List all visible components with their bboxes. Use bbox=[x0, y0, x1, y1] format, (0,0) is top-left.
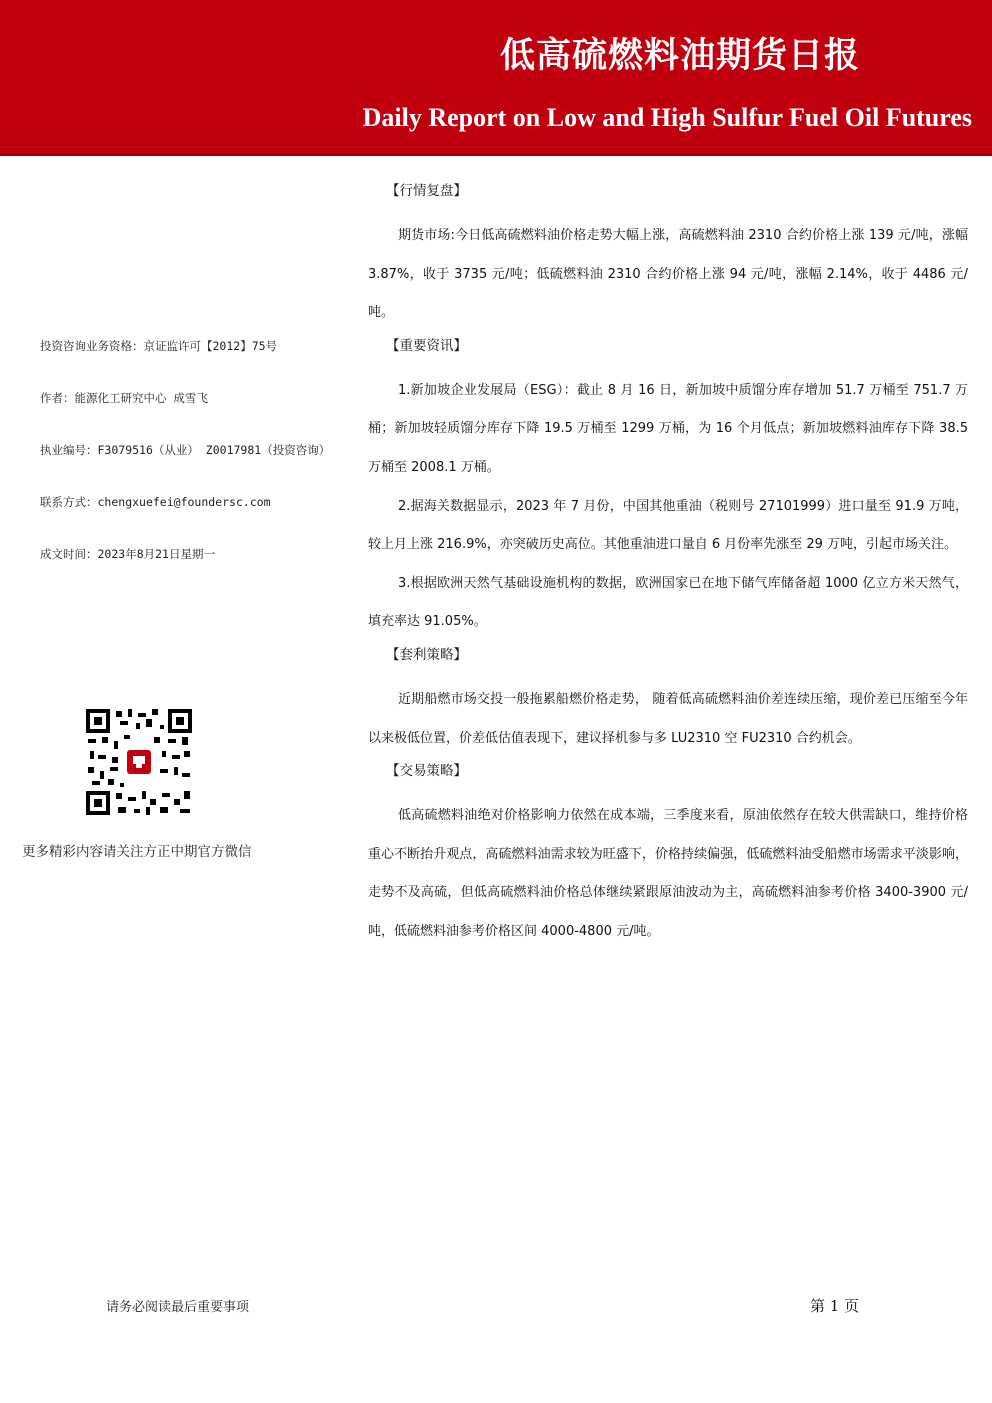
paragraph: 1.新加坡企业发展局（ESG）：截止 8 月 16 日，新加坡中质馏分库存增加 51.7 万桶至 751.7 万桶；新加坡轻质馏分库存下降 19.5 万桶至 1299 万桶，为 16 个月低点；新加坡燃料油库存下降 38.5 万桶至 2008.1 万桶。 bbox=[368, 382, 968, 475]
page-number: 第 1 页 bbox=[810, 1297, 860, 1315]
qr-caption: 更多精彩内容请关注方正中期官方微信 bbox=[22, 844, 252, 860]
paragraph: 3.根据欧洲天然气基础设施机构的数据，欧洲国家已在地下储气库储备超 1000 亿立方米天然气，填充率达 91.05%。 bbox=[368, 575, 968, 630]
report-title-cn: 低高硫燃料油期货日报 bbox=[499, 36, 860, 76]
section-heading: 【行情复盘】 bbox=[386, 183, 467, 199]
header-divider bbox=[0, 153, 992, 156]
section-heading: 【套利策略】 bbox=[386, 646, 467, 663]
paragraph: 低高硫燃料油绝对价格影响力依然在成本端，三季度来看，原油依然存在较大供需缺口，维持价格重心不断抬升观点，高硫燃料油需求较为旺盛下，价格持续偏强，低硫燃料油受船燃市场需求平淡影响，走势不及高硫，但低高硫燃料油价格总体继续紧跟原油波动为主，高硫燃料油参考价格 3400-3900 元/吨，低硫燃料油参考价格区间 4000-4800 元/吨。 bbox=[368, 808, 968, 939]
section-market-review bbox=[368, 178, 968, 333]
author-text: 作者：能源化工研究中心 成雪飞 bbox=[40, 391, 208, 405]
section-heading: 【重要资讯】 bbox=[386, 337, 467, 354]
qualification-text: 投资咨询业务资格：京证监许可【2012】75号 bbox=[40, 339, 278, 353]
contact-text: 联系方式：chengxuefei@foundersc.com bbox=[40, 495, 271, 509]
paragraph: 2.据海关数据显示，2023 年 7 月份，中国其他重油（税则号 27101999）进口量至 91.9 万吨，较上月上涨 216.9%，亦突破历史高位。其他重油进口量自 6 月份率先涨至 29 万吨，引起市场关注。 bbox=[368, 498, 968, 553]
paragraph: 期货市场:今日低高硫燃料油价格走势大幅上涨，高硫燃料油 2310 合约价格上涨 139 元/吨，涨幅 3.87%，收于 3735 元/吨；低硫燃料油 2310 合约价格上涨 94 元/吨，涨幅 2.14%，收于 4486 元/吨。 bbox=[368, 228, 968, 321]
section-trading-strategy bbox=[368, 758, 968, 951]
section-arbitrage-strategy bbox=[368, 642, 968, 758]
date-text: 成文时间：2023年8月21日星期一 bbox=[40, 547, 215, 561]
report-body bbox=[368, 178, 968, 952]
license-text: 执业编号：F3079516（从业） Z0017981（投资咨询） bbox=[40, 443, 331, 457]
report-title-en: Daily Report on Low and High Sulfur Fuel Oil Futures bbox=[362, 103, 972, 132]
report-header-banner bbox=[0, 0, 992, 153]
paragraph: 近期船燃市场交投一般拖累船燃价格走势， 随着低高硫燃料油价差连续压缩，现价差已压缩至今年以来极低位置，价差低估值表现下，建议择机参与多 LU2310 空 FU2310 合约机会。 bbox=[368, 691, 968, 746]
footer-disclaimer-note: 请务必阅读最后重要事项 bbox=[106, 1300, 250, 1315]
section-heading: 【交易策略】 bbox=[386, 763, 467, 780]
wechat-qr-code bbox=[84, 707, 194, 817]
section-key-news bbox=[368, 333, 968, 642]
